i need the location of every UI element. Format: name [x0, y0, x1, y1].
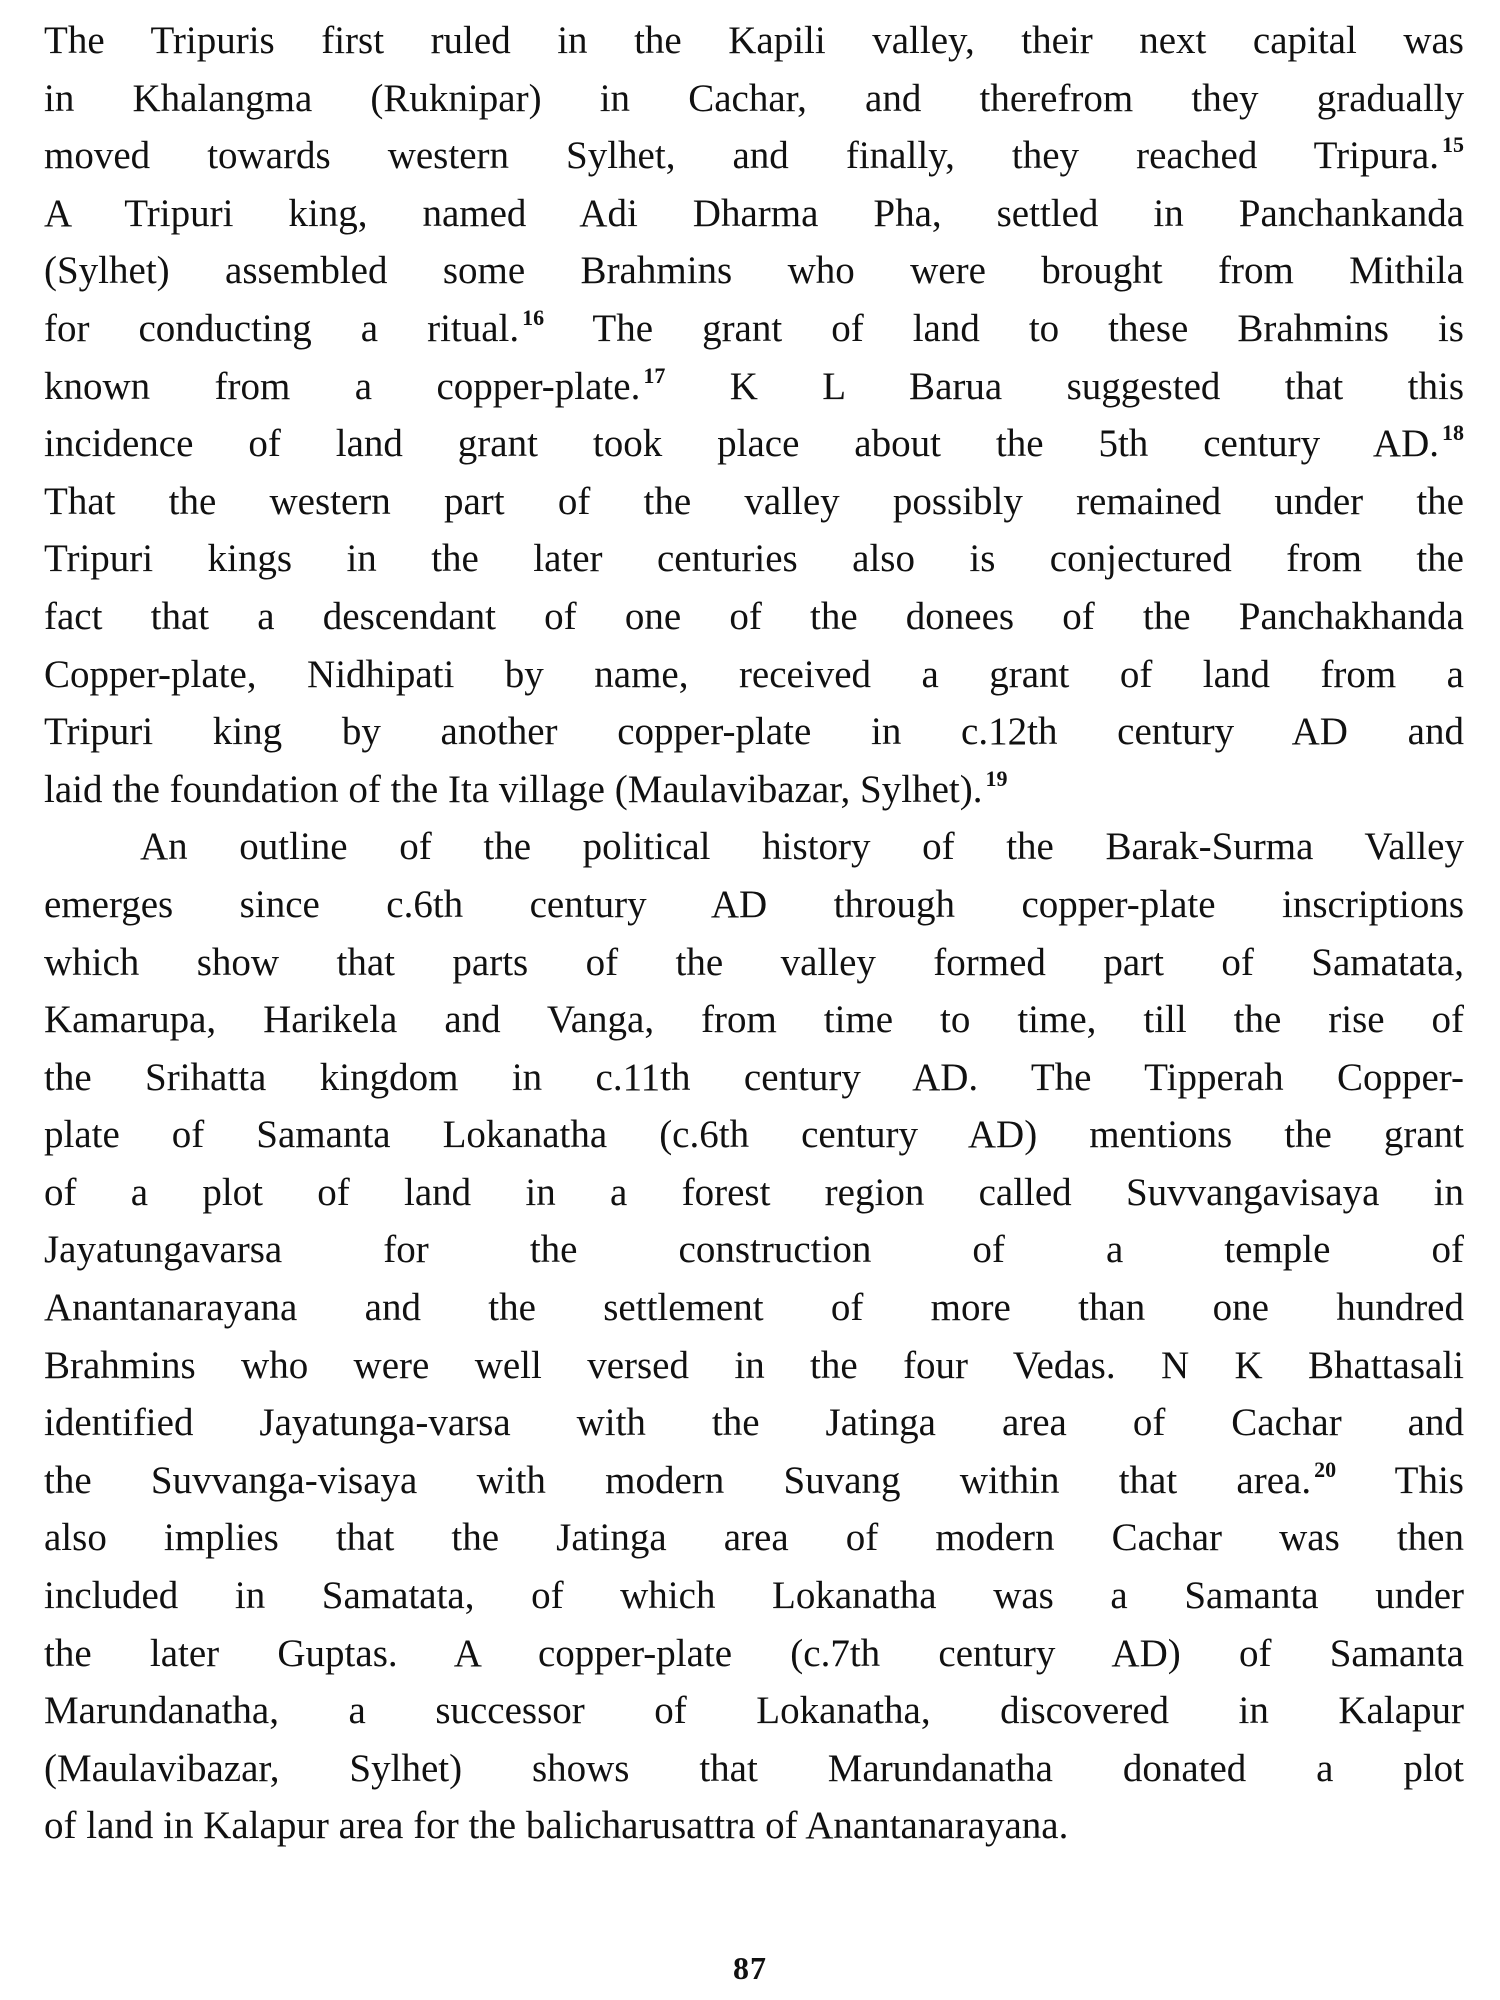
line-text: emerges since c.6th century AD through copper-plate inscriptions	[44, 882, 1464, 926]
line-text: the Suvvanga-visaya with modern Suvang within that area.	[44, 1458, 1312, 1502]
line-text: of a plot of land in a forest region called Suvvangavisaya in	[44, 1170, 1464, 1214]
text-line	[44, 1279, 1464, 1337]
paragraph-1	[44, 12, 1464, 818]
line-text: Marundanatha, a successor of Lokanatha, discovered in Kalapur	[44, 1689, 1464, 1733]
text-line	[44, 1797, 1464, 1855]
line-text-continued: K L Barua suggested that this	[665, 364, 1464, 408]
line-text: of land in Kalapur area for the balicharusattra of Anantanarayana.	[44, 1804, 1069, 1848]
text-line	[44, 876, 1464, 934]
line-text: known from a copper-plate.	[44, 364, 641, 408]
line-text: A Tripuri king, named Adi Dharma Pha, settled in Panchankanda	[44, 191, 1464, 235]
text-line	[44, 1221, 1464, 1279]
footnote-marker: 16	[522, 304, 545, 330]
line-text-continued: This	[1336, 1458, 1464, 1502]
text-line	[44, 1164, 1464, 1222]
line-text: Copper-plate, Nidhipati by name, received a grant of land from a	[44, 652, 1464, 696]
footnote-marker: 18	[1442, 420, 1464, 446]
text-line	[44, 761, 1464, 819]
text-line	[44, 1682, 1464, 1740]
footnote-marker: 20	[1314, 1456, 1337, 1482]
text-line	[44, 1049, 1464, 1107]
line-text: the Srihatta kingdom in c.11th century AD. The Tipperah Copper-	[44, 1055, 1464, 1099]
line-text: Kamarupa, Harikela and Vanga, from time to time, till the rise of	[44, 998, 1464, 1042]
text-line	[44, 70, 1464, 128]
line-text: That the western part of the valley possibly remained under the	[44, 479, 1464, 523]
footnote-marker: 15	[1442, 132, 1464, 158]
text-line	[44, 185, 1464, 243]
page-body	[44, 12, 1464, 1855]
text-line	[44, 1337, 1464, 1395]
text-line	[44, 358, 1464, 416]
text-line	[44, 1567, 1464, 1625]
text-line	[44, 127, 1464, 185]
page-number: 87	[733, 1950, 767, 1986]
text-line	[44, 1452, 1464, 1510]
text-line	[44, 415, 1464, 473]
text-line	[44, 530, 1464, 588]
line-text: Tripuri kings in the later centuries also is conjectured from the	[44, 537, 1464, 581]
text-line	[44, 300, 1464, 358]
text-line	[44, 1625, 1464, 1683]
line-text: Jayatungavarsa for the construction of a temple of	[44, 1228, 1464, 1272]
line-text: laid the foundation of the Ita village (Maulavibazar, Sylhet).	[44, 767, 983, 811]
line-text: fact that a descendant of one of the donees of the Panchakhanda	[44, 594, 1464, 638]
footnote-marker: 19	[985, 765, 1008, 791]
line-text: plate of Samanta Lokanatha (c.6th century AD) mentions the grant	[44, 1113, 1464, 1157]
line-text: (Maulavibazar, Sylhet) shows that Marundanatha donated a plot	[44, 1746, 1464, 1790]
line-text: in Khalangma (Ruknipar) in Cachar, and therefrom they gradually	[44, 76, 1464, 120]
text-line	[44, 588, 1464, 646]
line-text: An outline of the political history of the Barak-Surma Valley	[140, 825, 1464, 869]
line-text: the later Guptas. A copper-plate (c.7th century AD) of Samanta	[44, 1631, 1464, 1675]
line-text: Brahmins who were well versed in the four Vedas. N K Bhattasali	[44, 1343, 1464, 1387]
text-line	[44, 242, 1464, 300]
line-text: also implies that the Jatinga area of modern Cachar was then	[44, 1516, 1464, 1560]
text-line	[44, 1740, 1464, 1798]
line-text: moved towards western Sylhet, and finally, they reached Tripura.	[44, 134, 1439, 178]
line-text-continued: The grant of land to these Brahmins is	[544, 306, 1464, 350]
text-line	[44, 1106, 1464, 1164]
line-text: identified Jayatunga-varsa with the Jatinga area of Cachar and	[44, 1401, 1464, 1445]
line-text: which show that parts of the valley formed part of Samatata,	[44, 940, 1464, 984]
text-line	[44, 646, 1464, 704]
line-text: Anantanarayana and the settlement of more than one hundred	[44, 1286, 1464, 1330]
paragraph-2	[44, 818, 1464, 1855]
text-line	[44, 818, 1464, 876]
line-text: (Sylhet) assembled some Brahmins who were brought from Mithila	[44, 249, 1464, 293]
footnote-marker: 17	[643, 362, 666, 388]
text-line	[44, 703, 1464, 761]
line-text: incidence of land grant took place about the 5th century AD.	[44, 422, 1439, 466]
text-line	[44, 1394, 1464, 1452]
text-line	[44, 1509, 1464, 1567]
text-line	[44, 991, 1464, 1049]
line-text: for conducting a ritual.	[44, 306, 520, 350]
text-line	[44, 473, 1464, 531]
line-text: Tripuri king by another copper-plate in c.12th century AD and	[44, 710, 1464, 754]
line-text: The Tripuris first ruled in the Kapili valley, their next capital was	[44, 19, 1464, 62]
text-line	[44, 934, 1464, 992]
line-text: included in Samatata, of which Lokanatha was a Samanta under	[44, 1574, 1464, 1618]
text-line	[44, 12, 1464, 70]
